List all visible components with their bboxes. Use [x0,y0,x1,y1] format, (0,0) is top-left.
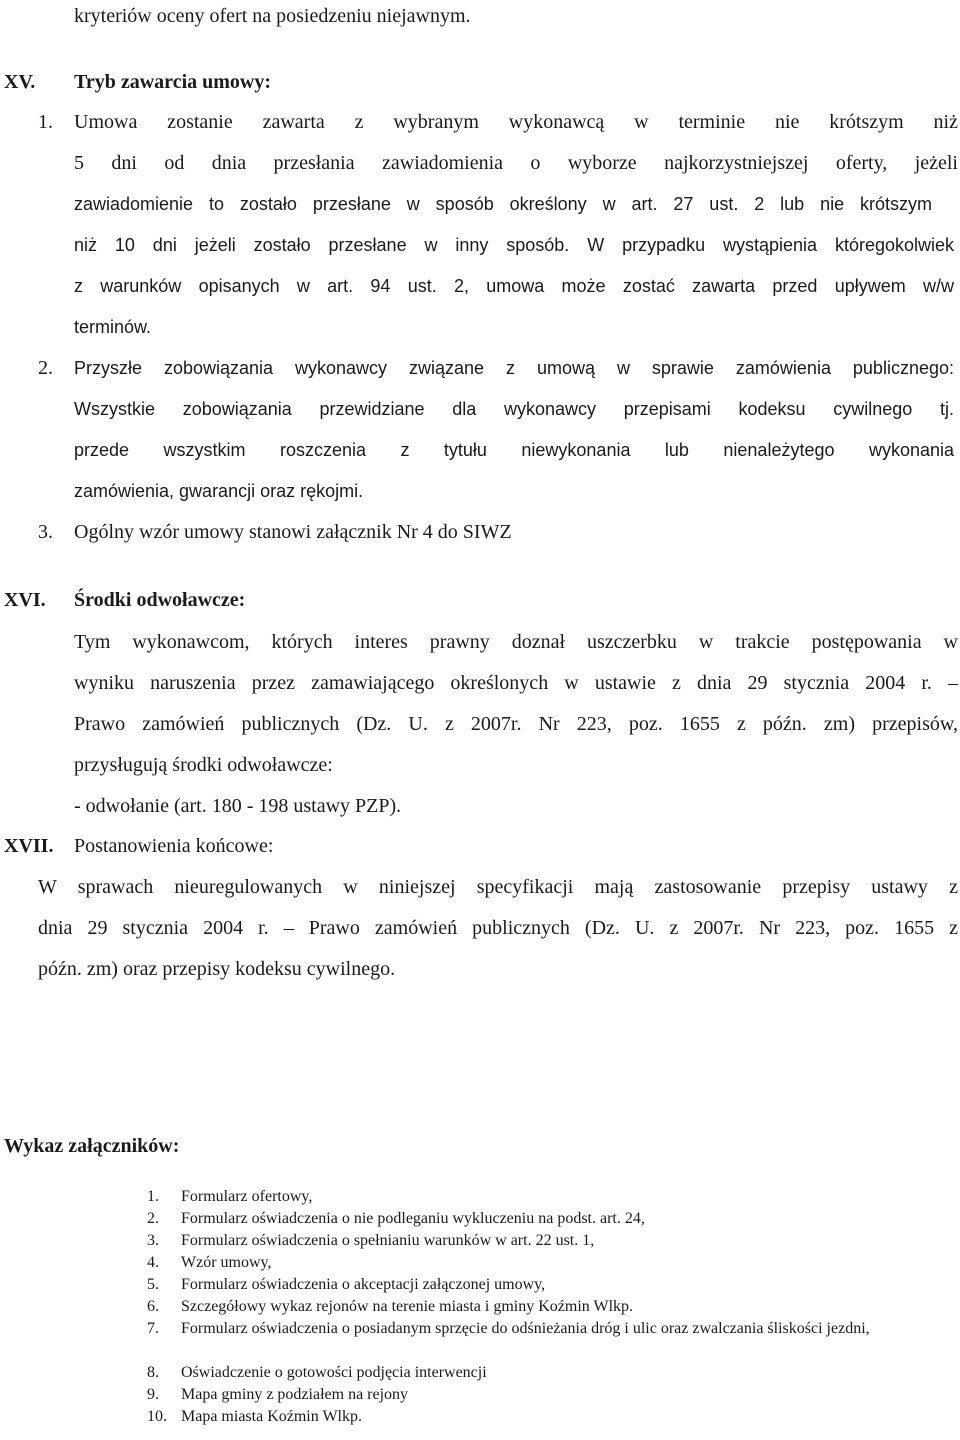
section-xv-number: XV. [4,71,36,93]
list-item-text: Formularz oświadczenia o nie podleganiu wykluczeniu na podst. art. 24, [181,1210,645,1227]
section-xvi-line-4: przysługują środki odwoławcze: [74,754,333,776]
item-2-line-1: Przyszłe zobowiązania wykonawcy związane z umową w sprawie zamówienia publicznego: [74,358,954,378]
item-1-line-1: Umowa zostanie zawarta z wybranym wykonawcą w terminie nie krótszym niż [74,111,958,133]
item-2-number: 2. [38,357,53,379]
item-2-line-3: przede wszystkim roszczenia z tytułu niewykonania lub nienależytego wykonania [74,440,954,460]
item-1-line-2: 5 dni od dnia przesłania zawiadomienia o wyborze najkorzystniejszej oferty, jeżeli [74,152,958,174]
list-item-number: 9. [147,1386,159,1403]
item-1-line-3: zawiadomienie to zostało przesłane w sposób określony w art. 27 ust. 2 lub nie krótszym [74,194,932,214]
list-item-text: Formularz oświadczenia o akceptacji załączonej umowy, [181,1276,546,1293]
list-item-text: Formularz oświadczenia o spełnianiu warunków w art. 22 ust. 1, [181,1232,595,1249]
list-item-text: Mapa gminy z podziałem na rejony [181,1386,409,1403]
list-item-text: Oświadczenie o gotowości podjęcia interwencji [181,1364,487,1381]
list-item-number: 3. [147,1232,159,1249]
section-xvii-line-2: dnia 29 stycznia 2004 r. – Prawo zamówień publicznych (Dz. U. z 2007r. Nr 223, poz. 1655 z [38,917,958,939]
list-item-text: Szczegółowy wykaz rejonów na terenie miasta i gminy Koźmin Wlkp. [181,1298,634,1315]
list-item-number: 7. [147,1320,159,1337]
list-item-text: Wzór umowy, [181,1254,272,1271]
list-item-number: 6. [147,1298,159,1315]
list-item [147,1274,960,1296]
item-3-number: 3. [38,521,53,543]
section-xvi-line-5: - odwołanie (art. 180 - 198 ustawy PZP). [74,795,402,817]
section-xvi-number: XVI. [4,589,46,611]
list-item-number: 5. [147,1276,159,1293]
list-item-number: 10. [147,1408,167,1425]
list-item-number: 8. [147,1364,159,1381]
section-xvii-line-3: późn. zm) oraz przepisy kodeksu cywilnego. [38,958,396,980]
item-3-text: Ogólny wzór umowy stanowi załącznik Nr 4 do SIWZ [74,521,512,543]
section-xvii-line-1: W sprawach nieuregulowanych w niniejszej specyfikacji mają zastosowanie przepisy ustawy z [38,876,958,898]
list-item [147,1252,960,1274]
section-xvi-line-3: Prawo zamówień publicznych (Dz. U. z 2007r. Nr 223, poz. 1655 z późn. zm) przepisów, [74,713,958,735]
list-item [147,1230,960,1252]
list-item-number: 2. [147,1210,159,1227]
list-item-text: Formularz oświadczenia o posiadanym sprzęcie do odśnieżania dróg i ulic oraz zwalczania śliskości jezdni, [181,1320,870,1337]
section-xvi-title: Środki odwoławcze: [74,589,246,611]
list-item-text: Formularz ofertowy, [181,1188,313,1205]
list-item-number: 1. [147,1188,159,1205]
attachments-title: Wykaz załączników: [4,1135,180,1157]
list-item [147,1318,960,1362]
list-item-number: 4. [147,1254,159,1271]
list-item [147,1406,960,1428]
section-xvi-line-1: Tym wykonawcom, których interes prawny doznał uszczerbku w trakcie postępowania w [74,631,958,653]
item-2-line-4: zamówienia, gwarancji oraz rękojmi. [74,481,364,501]
list-item [147,1296,960,1318]
section-xvii-title: Postanowienia końcowe: [74,835,274,857]
list-item-text: Mapa miasta Koźmin Wlkp. [181,1408,362,1425]
item-1-line-4: niż 10 dni jeżeli zostało przesłane w inny sposób. W przypadku wystąpienia któregokolwiek [74,235,954,255]
item-1-line-6: terminów. [74,317,152,337]
item-2-line-2: Wszystkie zobowiązania przewidziane dla wykonawcy przepisami kodeksu cywilnego tj. [74,399,954,419]
item-1-line-5: z warunków opisanych w art. 94 ust. 2, umowa może zostać zawarta przed upływem w/w [74,276,954,296]
attachments-list [147,1186,960,1428]
section-xvii-number: XVII. [4,835,54,857]
list-item [147,1186,960,1208]
item-1-number: 1. [38,111,53,133]
section-xv-title: Tryb zawarcia umowy: [74,71,272,93]
list-item [147,1208,960,1230]
section-xvi-line-2: wyniku naruszenia przez zamawiającego określonych w ustawie z dnia 29 stycznia 2004 r. – [74,672,958,694]
list-item [147,1362,960,1384]
list-item [147,1384,960,1406]
continuation-text: kryteriów oceny ofert na posiedzeniu niejawnym. [74,5,471,27]
